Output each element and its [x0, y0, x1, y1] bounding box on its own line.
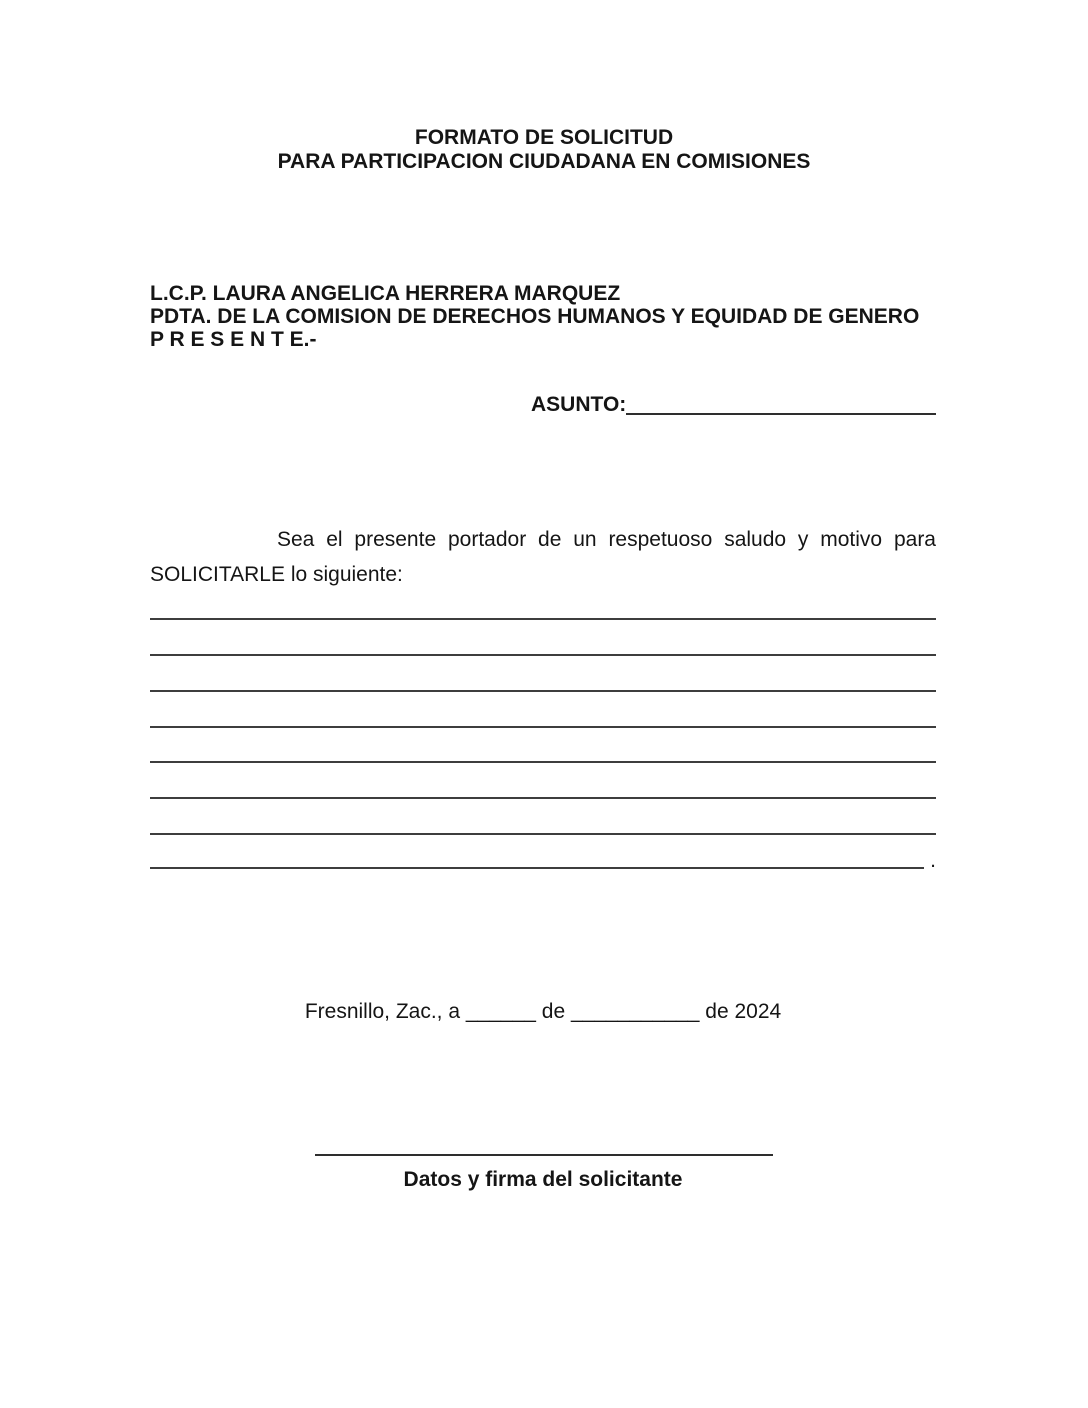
signature-line	[315, 1154, 773, 1156]
fill-line-last	[150, 835, 936, 873]
form-title-line-2: PARA PARTICIPACION CIUDADANA EN COMISIONES	[277, 150, 811, 173]
addressee-role: PDTA. DE LA COMISION DE DERECHOS HUMANOS Y EQUIDAD DE GENERO	[150, 305, 920, 328]
subject-label: ASUNTO:	[531, 393, 627, 416]
fill-line-period: .	[930, 849, 936, 873]
subject-blank-line	[626, 395, 936, 415]
form-title-line-1: FORMATO DE SOLICITUD	[414, 126, 674, 149]
subject-row	[531, 395, 936, 415]
fill-lines-area	[150, 584, 936, 873]
fill-line	[150, 656, 936, 692]
fill-line	[150, 584, 936, 620]
body-line-2: SOLICITARLE lo siguiente:	[150, 563, 403, 586]
fill-line	[150, 799, 936, 835]
fill-line-segment	[150, 867, 924, 869]
addressee-block	[150, 282, 950, 351]
form-title	[0, 126, 1088, 174]
addressee-salutation: P R E S E N T E.-	[150, 328, 317, 351]
fill-line	[150, 692, 936, 728]
signature-caption: Datos y firma del solicitante	[403, 1168, 683, 1191]
fill-line	[150, 620, 936, 656]
fill-line	[150, 728, 936, 764]
body-line-1: Sea el presente portador de un respetuoso saludo y motivo para	[277, 528, 936, 551]
fill-line	[150, 763, 936, 799]
body-paragraph	[150, 522, 936, 592]
date-line: Fresnillo, Zac., a ______ de ___________ de 2024	[304, 1000, 782, 1023]
addressee-name: L.C.P. LAURA ANGELICA HERRERA MARQUEZ	[150, 282, 621, 305]
